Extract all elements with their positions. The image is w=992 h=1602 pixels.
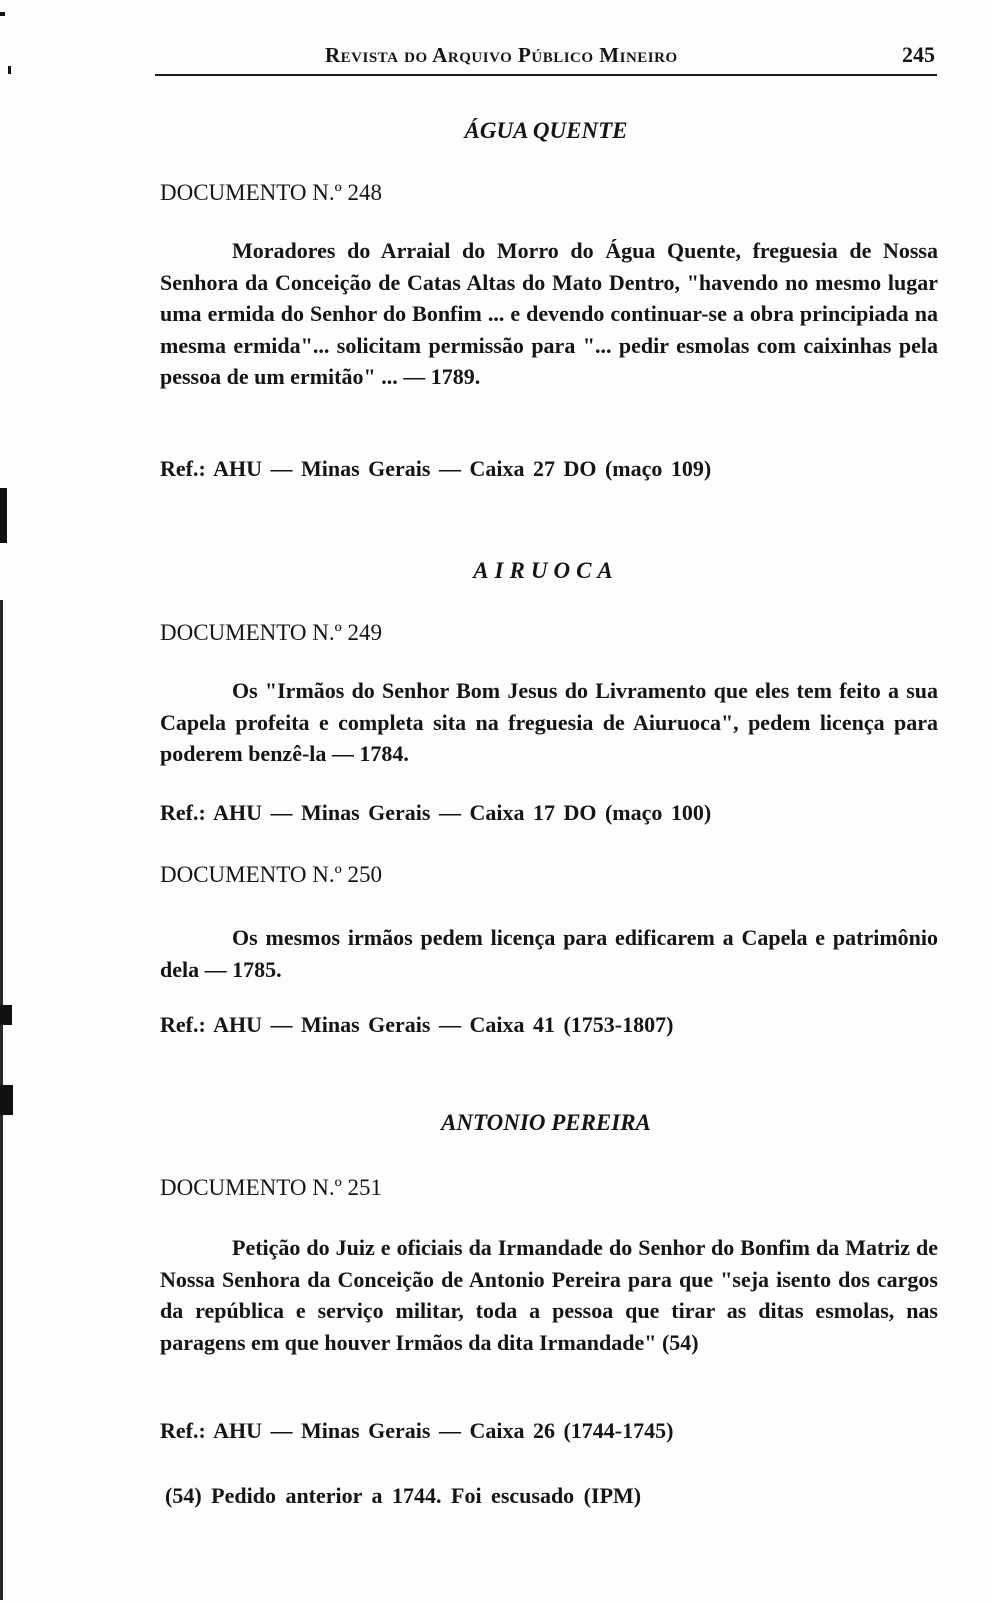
scan-edge-marks: [0, 0, 14, 1602]
document-ref-251: Ref.: AHU — Minas Gerais — Caixa 26 (1744-1745): [160, 1418, 674, 1443]
document-text-251: Petição do Juiz e oficiais da Irmandade do Senhor do Bonfim da Matriz de Nossa Senhora da Conceição de Antonio Pereira para que "seja isento dos cargos da república e serviço militar, toda a pessoa que tirar as ditas esmolas, nas paragens em que houver Irmãos da dita Irmandade" (54): [160, 1235, 938, 1355]
document-heading-251: DOCUMENTO N.º 251: [160, 1175, 383, 1200]
document-heading-249: DOCUMENTO N.º 249: [160, 620, 383, 645]
document-ref-249: Ref.: AHU — Minas Gerais — Caixa 17 DO (maço 100): [160, 800, 712, 825]
section-title-airuoca: AIRUOCA: [473, 558, 619, 583]
section-title-antonio-pereira: ANTONIO PEREIRA: [441, 1110, 651, 1135]
document-ref-250: Ref.: AHU — Minas Gerais — Caixa 41 (1753-1807): [160, 1012, 674, 1037]
section-title-agua-quente: ÁGUA QUENTE: [464, 118, 628, 143]
document-heading-250: DOCUMENTO N.º 250: [160, 862, 383, 887]
document-heading-248: DOCUMENTO N.º 248: [160, 180, 383, 205]
document-text-248: Moradores do Arraial do Morro do Água Quente, freguesia de Nossa Senhora da Conceição de Catas Altas do Mato Dentro, "havendo no mesmo lugar uma ermida do Senhor do Bonfim ... e devendo continuar-se a obra principiada na mesma ermida"... solicitam permissão para "... pedir esmolas com caixinhas pela pessoa de um ermitão" ... — 1789.: [160, 238, 938, 389]
journal-title: Revista do Arquivo Público Mineiro: [325, 43, 678, 67]
running-header: [155, 40, 937, 76]
document-text-249: Os "Irmãos do Senhor Bom Jesus do Livramento que eles tem feito a sua Capela profeita e completa sita na freguesia de Aiuruoca", pedem licença para poderem benzê-la — 1784.: [160, 678, 938, 766]
document-text-250: Os mesmos irmãos pedem licença para edificarem a Capela e patrimônio dela — 1785.: [160, 925, 938, 982]
footnote-54: (54) Pedido anterior a 1744. Foi escusado (IPM): [165, 1483, 642, 1508]
document-ref-248: Ref.: AHU — Minas Gerais — Caixa 27 DO (maço 109): [160, 456, 712, 481]
page-number: 245: [902, 42, 935, 67]
